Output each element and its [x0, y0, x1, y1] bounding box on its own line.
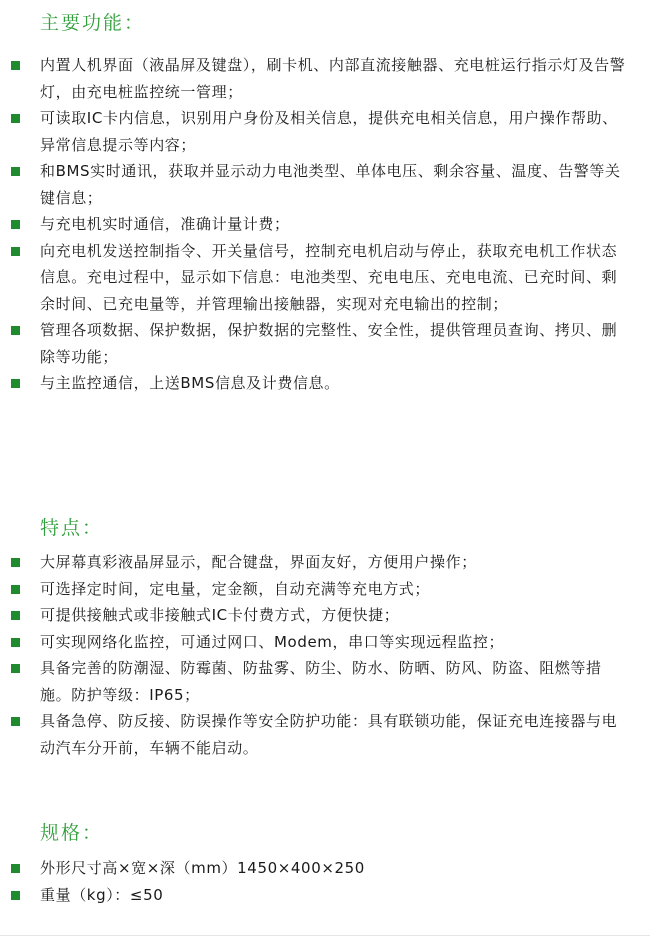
features-list	[0, 549, 630, 761]
list-item	[0, 549, 630, 576]
list-item-text: 可读取IC卡内信息，识别用户身份及相关信息，提供充电相关信息，用户操作帮助、异常信息提示等内容；	[40, 109, 618, 154]
bullet-square-icon	[11, 558, 20, 567]
list-item	[0, 317, 630, 370]
list-item	[0, 882, 630, 909]
list-item	[0, 370, 630, 397]
list-item-text: 管理各项数据、保护数据，保护数据的完整性、安全性，提供管理员查询、拷贝、删除等功能；	[40, 321, 618, 366]
functions-list	[0, 52, 630, 397]
list-item-text: 外形尺寸高×宽×深（mm）1450×400×250	[40, 859, 365, 877]
list-item-text: 具备完善的防潮湿、防霉菌、防盐雾、防尘、防水、防晒、防风、防盗、阻燃等措施。防护等级：IP65；	[40, 659, 602, 704]
list-item	[0, 211, 630, 238]
bullet-square-icon	[11, 114, 20, 123]
list-item-text: 具备急停、防反接、防误操作等安全防护功能：具有联锁功能，保证充电连接器与电动汽车分开前，车辆不能启动。	[40, 712, 618, 757]
list-item-text: 重量（kg）：≤50	[40, 885, 164, 904]
list-item	[0, 158, 630, 211]
list-item	[0, 105, 630, 158]
list-item-text: 与主监控通信，上送BMS信息及计费信息。	[40, 374, 340, 392]
bullet-square-icon	[11, 220, 20, 229]
bullet-square-icon	[11, 247, 20, 256]
list-item	[0, 655, 630, 708]
bullet-square-icon	[11, 326, 20, 335]
bullet-square-icon	[11, 638, 20, 647]
list-item-text: 向充电机发送控制指令、开关量信号，控制充电机启动与停止，获取充电机工作状态信息。充电过程中，显示如下信息：电池类型、充电电压、充电电流、已充时间、剩余时间、已充电量等，并管理输出接触器，实现对充电输出的控制；	[40, 241, 618, 313]
list-item	[0, 708, 630, 761]
bullet-square-icon	[11, 585, 20, 594]
bullet-square-icon	[11, 717, 20, 726]
list-item	[0, 629, 630, 656]
specs-list	[0, 855, 630, 908]
list-item	[0, 52, 630, 105]
bottom-divider	[0, 935, 650, 936]
bullet-square-icon	[11, 611, 20, 620]
list-item	[0, 855, 630, 882]
bullet-square-icon	[11, 61, 20, 70]
list-item-text: 可提供接触式或非接触式IC卡付费方式，方便快捷；	[40, 606, 400, 624]
bullet-square-icon	[11, 864, 20, 873]
bullet-square-icon	[11, 664, 20, 673]
section-title-features: 特点：	[40, 517, 104, 539]
list-item-text: 可选择定时间，定电量，定金额，自动充满等充电方式；	[40, 579, 431, 598]
list-item	[0, 602, 630, 629]
list-item-text: 和BMS实时通讯，获取并显示动力电池类型、单体电压、剩余容量、温度、告警等关键信息；	[40, 162, 621, 207]
section-title-specs: 规格：	[40, 822, 104, 844]
bullet-square-icon	[11, 167, 20, 176]
list-item-text: 大屏幕真彩液晶屏显示，配合键盘，界面友好，方便用户操作；	[40, 553, 477, 571]
list-item-text: 与充电机实时通信，准确计量计费；	[40, 215, 290, 233]
section-title-functions: 主要功能：	[40, 12, 146, 34]
list-item	[0, 238, 630, 318]
list-item	[0, 576, 630, 603]
bullet-square-icon	[11, 379, 20, 388]
list-item-text: 可实现网络化监控，可通过网口、Modem，串口等实现远程监控；	[40, 632, 505, 651]
list-item-text: 内置人机界面（液晶屏及键盘），刷卡机、内部直流接触器、充电桩运行指示灯及告警灯，由充电桩监控统一管理；	[40, 56, 626, 101]
bullet-square-icon	[11, 891, 20, 900]
